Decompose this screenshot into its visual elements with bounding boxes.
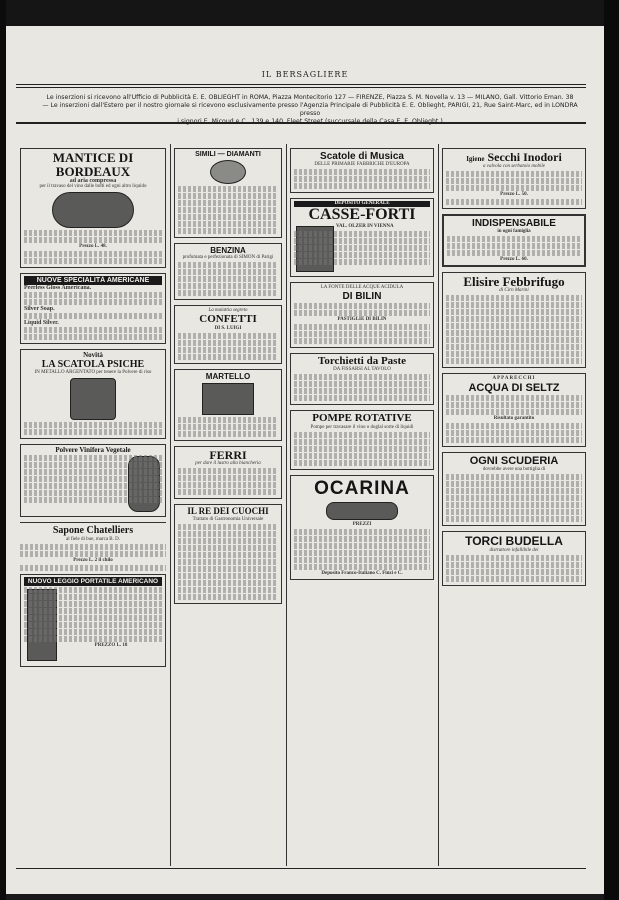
ad-acqua-di-seltz (442, 373, 586, 447)
ad-polvere (20, 444, 166, 517)
ad-title: CASSE-FORTI (308, 206, 416, 223)
ad-subtitle: Pompe per travasare il vino o duglal sorte di liquidi (310, 424, 414, 430)
ad-benzina (174, 243, 282, 300)
ad-title: INDISPENSABILE (472, 217, 556, 229)
ad-subtitle: VAL. OLZER IN VIENNA (336, 223, 394, 229)
ad-simili-diamanti (174, 148, 282, 238)
ad-title: TORCI BUDELLA (465, 534, 563, 549)
ad-mantice (20, 148, 166, 268)
ad-footer: Deposito Franco-Italiano C. Finzi e C. (321, 570, 403, 576)
ad-ogni-scuderia (442, 452, 586, 526)
ad-title: FERRI (209, 447, 247, 462)
footer-rule (16, 868, 586, 869)
ad-subtitle: ad aria compressa (69, 178, 117, 185)
ad-price: Prezzo L. 48. (79, 244, 107, 250)
ad-subtitle: per il travaso del vino dalle botti ed ogni altro liquido (39, 184, 147, 190)
ad-torchietti (290, 353, 434, 406)
notice-line: — Le inserzioni dall'Estero per il nostro giornale si ricevono esclusivamente presso l'Agenzia Principale di Pubblicità E. E. Oblieght, PARIGI, 21, Rue Saint-Marc, ed in LONDRA presso (42, 102, 578, 117)
ad-subtitle: Risultato garantito (493, 416, 535, 422)
ad-scatole-musica (290, 148, 434, 193)
ad-subtitle: PASTIGLIE DI BILIN (337, 316, 387, 322)
header-rule (16, 87, 586, 88)
column-divider (286, 144, 287, 866)
column-2 (172, 146, 284, 866)
ad-price: Prezzo L. 50. (500, 191, 528, 197)
ad-title: POMPE ROTATIVE (312, 412, 412, 425)
ad-kicker: DEPOSITO GENERALE (294, 201, 430, 207)
ad-confetti (174, 305, 282, 364)
ad-subtitle: DI S. LUIGI (214, 325, 242, 331)
ad-title: MANTICE DI BORDEAUX (52, 150, 134, 179)
ad-title: IL RE DEI CUOCHI (187, 506, 269, 517)
ad-title: Torchietti da Paste (318, 354, 406, 367)
scan-right-edge (604, 0, 619, 900)
ad-item: Peerless Gloss Americana. (24, 285, 92, 292)
ad-title: Secchi Inodori (487, 150, 562, 164)
ad-title: MARTELLO (205, 371, 251, 381)
ad-subtitle: per dare il lustro alla biancheria (195, 461, 261, 467)
ad-elisire (442, 272, 586, 369)
ocarina-illustration (326, 502, 398, 520)
ad-scatola-psiche (20, 349, 166, 439)
ad-title: DI BILIN (342, 290, 382, 302)
ad-kicker: Novità (83, 351, 103, 360)
ad-bilin (290, 282, 434, 348)
ad-subtitle: a valvola con serbatoio mobile (483, 163, 545, 169)
ad-ocarina (290, 475, 434, 580)
ad-title: OCARINA (314, 477, 410, 499)
ad-item: Liquid Silver. (24, 320, 59, 327)
ad-ferri (174, 446, 282, 500)
hammer-illustration (202, 383, 254, 415)
barrel-illustration (52, 192, 134, 228)
ad-subtitle: PREZZI (352, 521, 372, 527)
ad-price: PREZZO L. 18 (94, 642, 128, 648)
ad-title: Scatole di Musica (320, 151, 404, 162)
ad-title: Sapone Chatelliers (52, 525, 134, 537)
ad-subtitle: DELLE PRIMARIE FABBRICHE D'EUROPA (314, 162, 410, 167)
ad-kicker: Igiene (466, 155, 485, 163)
ad-title: ACQUA DI SELTZ (468, 382, 560, 395)
ad-leggio (20, 574, 166, 667)
ad-subtitle: dovrebbe avere una bottiglia di (482, 467, 546, 473)
newspaper-page (6, 26, 604, 894)
ad-subtitle: distruttore infallibile dei (489, 548, 539, 554)
ad-title: Polvere Vinifera Vegetale (55, 446, 131, 455)
ad-subtitle: al fiele di bue, marca B. D. (65, 536, 120, 542)
ad-title: LA SCATOLA PSICHE (41, 358, 145, 370)
ad-re-dei-cuochi (174, 504, 282, 603)
ad-kicker: La malattia segreto (208, 308, 248, 313)
ad-title: NUOVE SPECIALITÀ AMERICANE (24, 276, 162, 285)
ad-title: CONFETTI (199, 313, 257, 325)
jewel-illustration (210, 160, 246, 184)
ad-sapone (20, 526, 166, 571)
ad-title: Elisire Febbrifugo (463, 273, 565, 289)
column-divider (438, 144, 439, 866)
ad-indispensabile (442, 214, 586, 267)
ad-subtitle: in ogni famiglia (497, 228, 531, 234)
ad-title: SIMILI — DIAMANTI (195, 151, 261, 158)
ad-martello (174, 369, 282, 441)
banner-rule (16, 122, 586, 124)
ad-title: NUOVO LEGGIO PORTATILE AMERICANO (24, 577, 162, 586)
ad-kicker: APPARECCHI (492, 376, 536, 382)
scan-background (0, 0, 619, 26)
ad-torci-budella (442, 531, 586, 586)
ad-kicker: LA FONTE DELLE ACQUE ACIDULA (320, 284, 404, 290)
page-title: IL BERSAGLIERE (261, 70, 349, 79)
ad-subtitle: Trattato di Gastronomia Universale (192, 516, 264, 522)
column-4 (440, 146, 588, 866)
ad-price: Prezzo L. 60. (500, 256, 528, 262)
column-3 (288, 146, 436, 866)
column-divider (170, 144, 171, 866)
ad-item: Silver Soap. (24, 306, 55, 313)
ad-title: OGNI SCUDERIA (469, 455, 559, 468)
ad-pompe (290, 410, 434, 470)
header-rule (16, 84, 586, 85)
ad-nuove-specialita (20, 273, 166, 344)
column-1 (18, 146, 168, 866)
notice-line: Le inserzioni si ricevono all'Ufficio di Pubblicità E. E. OBLIEGHT in ROMA, Piazza Montecitorio 127 — FIRENZE, Piazza S. M. Novella v. 13 — MILANO, Gall. Vittorio Eman. 38 (46, 94, 574, 101)
ad-secchi-inodori (442, 148, 586, 209)
ad-subtitle: di Cirn Marini (499, 288, 529, 294)
ad-price: Prezzo L. 2 il chilo (73, 557, 113, 563)
ad-subtitle: IN METALLO ARGENTATO per tenere la Polvere di riso (34, 370, 152, 376)
ad-title: BENZINA (210, 246, 246, 255)
ad-casse-forti (290, 198, 434, 277)
ad-subtitle: profumata e perfezionata di SIMON di Parigi (182, 255, 274, 260)
ad-subtitle: DA FISSARSI AL TAVOLO (333, 367, 391, 373)
box-illustration (70, 378, 116, 420)
